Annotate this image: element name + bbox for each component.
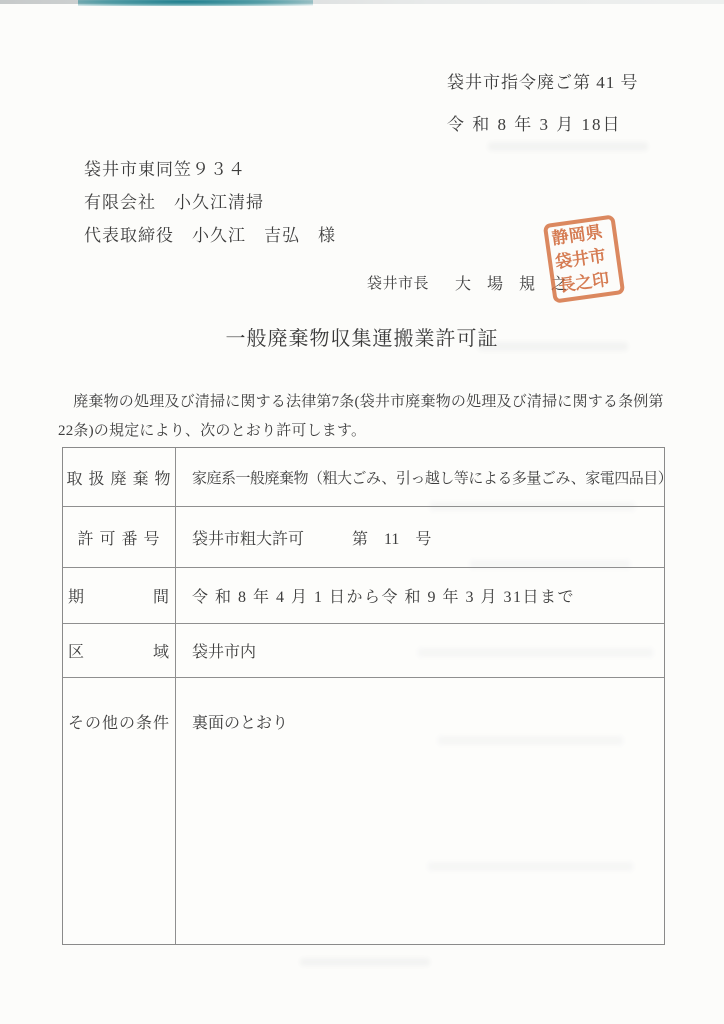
body-line: 廃棄物の処理及び清掃に関する法律第7条(袋井市廃棄物の処理及び清掃に関する条例第 [58,394,664,410]
table-row-area [63,624,664,678]
seal-row: 静岡県 [550,222,604,249]
issuer-name: 大 場 規 之 [455,276,574,293]
bleed-through-artifact [488,142,648,151]
row-label: 許 可 番 号 [63,507,176,567]
row-label: 取 扱 廃 棄 物 [63,448,176,506]
row-value: 令 和 8 年 4 月 1 日から令 和 9 年 3 月 31日まで [192,589,576,606]
table-row-permit-number [63,507,664,568]
table-row-other-conditions [63,678,664,944]
issue-date: 令 和 8 年 3 月 18日 [447,115,622,134]
document-number: 袋井市指令廃ご第 41 号 [447,73,639,92]
recipient-address: 袋井市東同笠９３４ [84,160,246,179]
permit-details-table [62,447,673,945]
row-value: 家庭系一般廃棄物（粗大ごみ、引っ越し等による多量ごみ、家電四品目） [192,470,673,487]
table-row-waste-type [63,448,673,507]
recipient-representative: 代表取締役 小久江 吉弘 様 [84,226,336,245]
seal-row: 袋井市 [553,246,608,272]
recipient-company: 有限会社 小久江清掃 [84,193,264,212]
row-label: 区 域 [63,624,176,677]
body-line: 22条)の規定により、次のとおり許可します。 [58,423,367,439]
bleed-through-artifact [300,958,430,966]
seal-row: 長之印 [557,269,611,296]
certificate-title: 一般廃棄物収集運搬業許可証 [225,328,499,350]
certificate-body [58,388,670,446]
issuer-title: 袋井市長 [367,276,430,292]
row-value: 袋井市粗大許可 第 11 号 [192,530,432,548]
table-row-period [63,568,664,624]
recipient-block [84,153,336,252]
row-label: その他の条件 [63,678,176,944]
mayor-seal-stamp [543,214,625,303]
row-value: 袋井市内 [192,644,257,661]
row-value: 裏面のとおり [192,715,289,732]
scanner-teal-artifact [78,0,313,6]
row-label: 期 間 [63,568,176,623]
